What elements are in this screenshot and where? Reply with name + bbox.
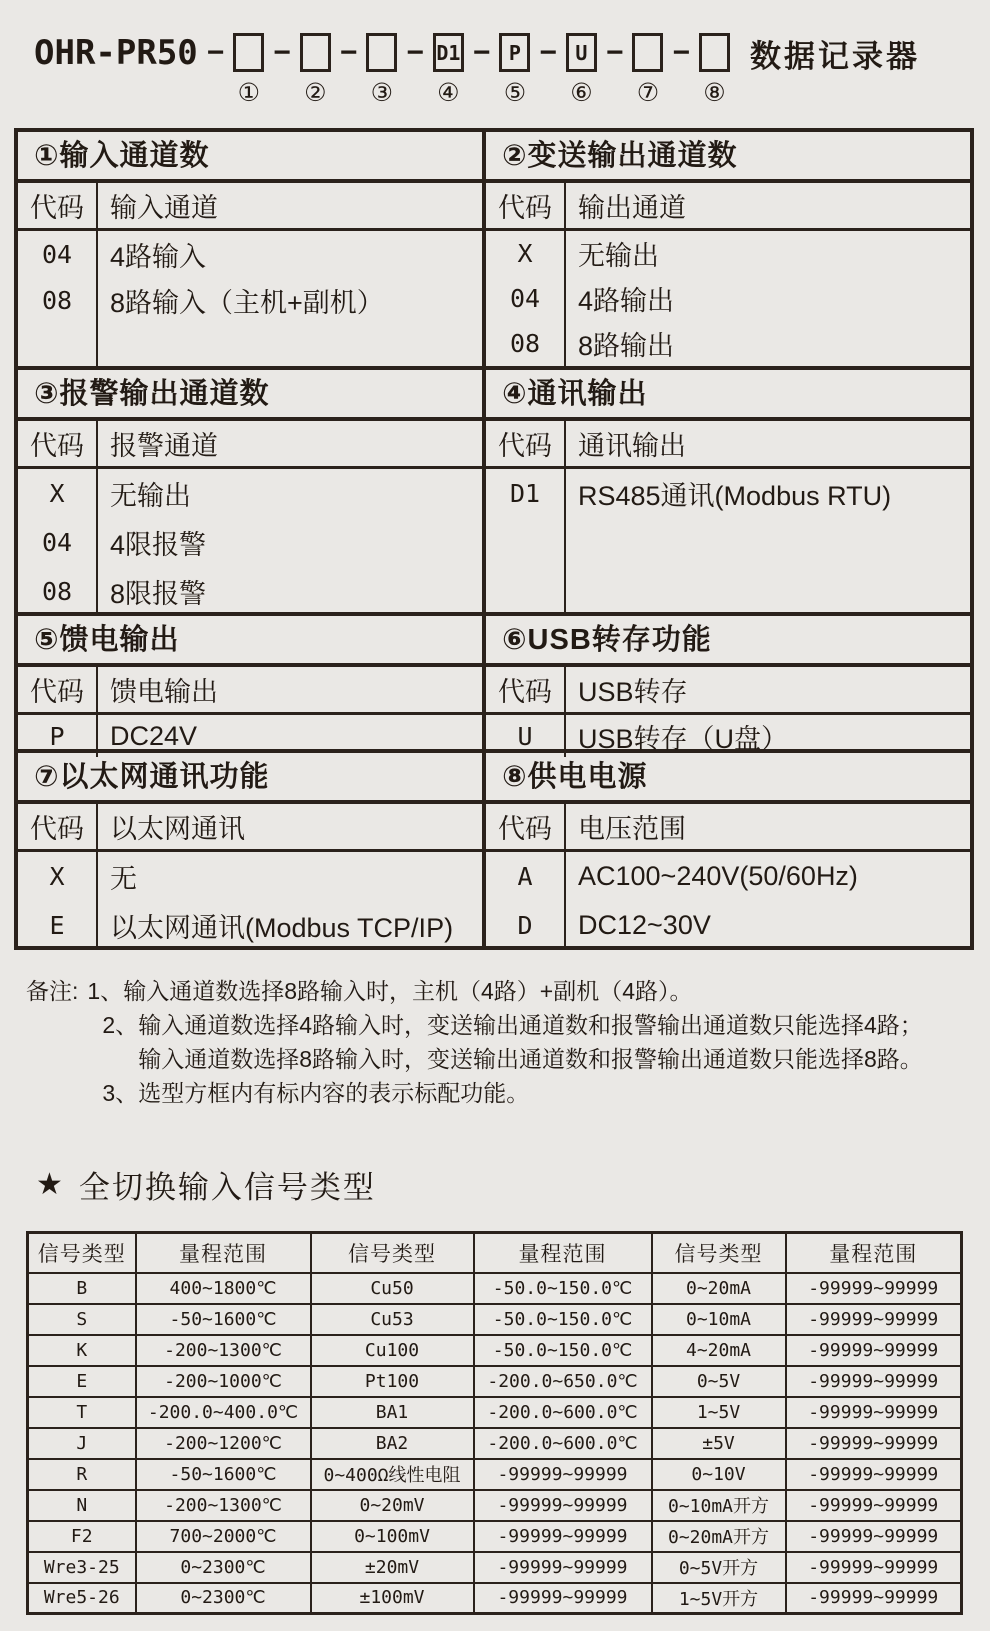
desc-column-header: 通讯输出 (578, 431, 686, 461)
note-item (102, 1008, 922, 1076)
desc-column-header: 馈电输出 (110, 677, 218, 707)
signal-cell: ±100mV (311, 1583, 474, 1614)
signal-cell: BA1 (311, 1397, 474, 1428)
model-slot-box (366, 33, 397, 72)
notes-label: 备注: (26, 978, 79, 1004)
desc-cell: 以太网通讯(Modbus TCP/IP) (110, 913, 454, 943)
signal-row (28, 1335, 962, 1366)
desc-cell: 无输出 (110, 481, 191, 511)
code-column-header: 代码 (486, 183, 566, 228)
code-cell: P (49, 721, 65, 751)
desc-cell: 8路输出 (578, 331, 675, 361)
signal-column-header: 信号类型 (652, 1233, 786, 1273)
desc-cell: 4路输出 (578, 286, 675, 316)
signal-cell: -50.0~150.0℃ (474, 1335, 652, 1366)
model-slot (566, 30, 597, 106)
signal-cell: -99999~99999 (786, 1304, 962, 1335)
signal-row (28, 1273, 962, 1304)
code-cell: 04 (41, 528, 73, 557)
signal-cell: 4~20mA (652, 1335, 786, 1366)
signal-row (28, 1366, 962, 1397)
dash-separator: − (605, 36, 624, 69)
desc-cell: 4路输入 (110, 241, 207, 272)
signal-cell: 0~10mA (652, 1304, 786, 1335)
signal-cell: Pt100 (311, 1366, 474, 1397)
signal-column-header: 信号类型 (28, 1233, 136, 1273)
code-cell: 04 (509, 284, 541, 313)
signal-cell: -99999~99999 (786, 1490, 962, 1521)
product-name: 数据记录器 (750, 38, 921, 74)
desc-cell: AC100~240V(50/60Hz) (578, 861, 858, 891)
section-transmit-output (482, 132, 970, 366)
signal-title-text: 全切换输入信号类型 (78, 1170, 376, 1205)
note-number: 2、 (102, 1012, 139, 1038)
note-line: 输入通道数选择8路输入时，主机（4路）+副机（4路）。 (123, 978, 693, 1004)
signal-cell: 1~5V开方 (652, 1583, 786, 1614)
signal-cell: -99999~99999 (786, 1521, 962, 1552)
model-slot (632, 30, 663, 106)
notes-body (87, 974, 922, 1110)
signal-cell: S (28, 1304, 136, 1335)
note-number: 1、 (87, 978, 124, 1004)
signal-cell: -50~1600℃ (136, 1459, 311, 1490)
signal-cell: -50~1600℃ (136, 1304, 311, 1335)
desc-cells (566, 469, 970, 616)
signal-cell: -200~1300℃ (136, 1490, 311, 1521)
slot-number: ④ (437, 79, 460, 107)
signal-cell: -99999~99999 (786, 1428, 962, 1459)
signal-row (28, 1428, 962, 1459)
code-cell: D (517, 911, 533, 940)
model-slot (499, 30, 530, 106)
signal-cell: -50.0~150.0℃ (474, 1304, 652, 1335)
slot-number: ③ (370, 79, 394, 107)
code-column-header: 代码 (486, 804, 566, 849)
note-line: 输入通道数选择4路输入时，变送输出通道数和报警输出通道数只能选择4路； (138, 1012, 923, 1038)
code-cells (486, 852, 566, 950)
model-slot-box: D1 (433, 33, 464, 72)
signal-cell: R (28, 1459, 136, 1490)
signal-cell: T (28, 1397, 136, 1428)
signal-cell: -200.0~650.0℃ (474, 1366, 652, 1397)
model-slot-box (300, 33, 331, 72)
signal-cell: -200~1300℃ (136, 1335, 311, 1366)
signal-cell: B (28, 1273, 136, 1304)
signal-cell: -99999~99999 (474, 1552, 652, 1583)
code-cell: 08 (41, 577, 73, 606)
code-cells (486, 231, 566, 366)
desc-cells (98, 231, 482, 366)
signal-cell: F2 (28, 1521, 136, 1552)
desc-cells (566, 852, 970, 950)
model-prefix: OHR-PR50 (34, 33, 198, 73)
signal-row (28, 1583, 962, 1614)
slot-number: ② (304, 79, 327, 107)
slot-number: ⑥ (570, 79, 593, 107)
signal-cell: 0~2300℃ (136, 1583, 311, 1614)
signal-header-row (28, 1233, 962, 1273)
signal-cell: 0~5V开方 (652, 1552, 786, 1583)
signal-cell: K (28, 1335, 136, 1366)
section-power-feed (18, 616, 482, 757)
notes (26, 974, 990, 1110)
section-title: ②变送输出通道数 (486, 132, 970, 183)
signal-cell: -50.0~150.0℃ (474, 1273, 652, 1304)
code-cell: U (517, 721, 533, 751)
signal-cell: J (28, 1428, 136, 1459)
code-cells (18, 852, 98, 950)
signal-cell: 0~400Ω线性电阻 (311, 1459, 474, 1490)
code-cell: E (49, 911, 65, 940)
model-slot-box (699, 33, 730, 72)
signal-cell: 0~10V (652, 1459, 786, 1490)
code-column-header: 代码 (486, 421, 566, 466)
signal-cell: ±5V (652, 1428, 786, 1459)
signal-column-header: 量程范围 (136, 1233, 311, 1273)
model-slot-box: U (566, 33, 597, 72)
signal-cell: Cu50 (311, 1273, 474, 1304)
signal-cell: 0~100mV (311, 1521, 474, 1552)
signal-cell: Cu53 (311, 1304, 474, 1335)
signal-cell: E (28, 1366, 136, 1397)
signal-cell: -99999~99999 (474, 1521, 652, 1552)
signal-cell: 700~2000℃ (136, 1521, 311, 1552)
desc-cell: 无 (110, 864, 137, 894)
model-slot (300, 30, 331, 106)
model-slot-box (632, 33, 663, 72)
signal-cell: -99999~99999 (786, 1366, 962, 1397)
signal-row (28, 1521, 962, 1552)
signal-cell: -200.0~400.0℃ (136, 1397, 311, 1428)
signal-cell: -200.0~600.0℃ (474, 1397, 652, 1428)
desc-cell: 4限报警 (110, 530, 207, 560)
desc-cell: 8路输入（主机+副机） (110, 287, 384, 318)
code-cells (486, 715, 566, 757)
section-input-channels (18, 132, 482, 366)
dash-separator: − (273, 36, 291, 69)
desc-column-header: 输出通道 (578, 193, 686, 223)
section-ethernet (18, 753, 482, 950)
signal-cell: N (28, 1490, 136, 1521)
dash-separator: − (472, 36, 491, 69)
code-cells (18, 231, 98, 366)
signal-cell: 400~1800℃ (136, 1273, 311, 1304)
section-comm-output (482, 370, 970, 616)
code-cell: X (49, 862, 65, 891)
section-title: ⑤馈电输出 (18, 616, 482, 667)
code-cell: D1 (509, 479, 541, 508)
section-title: ⑧供电电源 (486, 753, 970, 804)
desc-column-header: 报警通道 (110, 431, 218, 461)
signal-cell: -99999~99999 (786, 1397, 962, 1428)
dash-separator: − (206, 36, 225, 69)
signal-cell: 0~20mA (652, 1273, 786, 1304)
desc-column-header: USB转存 (578, 677, 688, 707)
signal-row (28, 1459, 962, 1490)
dash-separator: − (406, 36, 424, 69)
signal-cell: 0~20mA开方 (652, 1521, 786, 1552)
signal-cell: 1~5V (652, 1397, 786, 1428)
section-usb-function (482, 616, 970, 757)
section-title: ⑦以太网通讯功能 (18, 753, 482, 804)
signal-column-header: 量程范围 (474, 1233, 652, 1273)
signal-cell: -99999~99999 (474, 1459, 652, 1490)
code-column-header: 代码 (18, 183, 98, 228)
code-cell: 08 (41, 285, 73, 315)
desc-cell: DC24V (110, 720, 198, 751)
signal-row (28, 1552, 962, 1583)
model-slot-box (233, 33, 264, 72)
desc-cell: 8限报警 (110, 579, 207, 609)
desc-cell: DC12~30V (578, 910, 711, 940)
note-item (87, 974, 922, 1008)
signal-cell: -200~1000℃ (136, 1366, 311, 1397)
signal-cell: -200~1200℃ (136, 1428, 311, 1459)
note-item (102, 1076, 922, 1110)
code-cells (486, 469, 566, 616)
note-line: 选型方框内有标内容的表示标配功能。 (138, 1080, 530, 1106)
model-code-diagram (34, 30, 990, 106)
signal-cell: -99999~99999 (786, 1273, 962, 1304)
dash-separator: − (672, 36, 691, 69)
signal-cell: Wre3-25 (28, 1552, 136, 1583)
signal-cell: -200.0~600.0℃ (474, 1428, 652, 1459)
code-column-header: 代码 (18, 804, 98, 849)
signal-cell: 0~5V (652, 1366, 786, 1397)
desc-column-header: 输入通道 (110, 193, 218, 223)
note-lines (123, 974, 692, 1008)
desc-cells (566, 231, 970, 366)
code-cells (18, 469, 98, 616)
signal-row (28, 1397, 962, 1428)
section-title: ④通讯输出 (486, 370, 970, 421)
desc-column-header: 电压范围 (578, 814, 686, 844)
note-lines (138, 1076, 529, 1110)
signal-column-header: 信号类型 (311, 1233, 474, 1273)
section-power-supply (482, 753, 970, 950)
desc-cell: USB转存（U盘） (578, 723, 789, 754)
section-title: ①输入通道数 (18, 132, 482, 183)
desc-cells (98, 715, 482, 757)
signal-cell: -99999~99999 (786, 1552, 962, 1583)
code-cells (18, 715, 98, 757)
signal-cell: -99999~99999 (474, 1583, 652, 1614)
signal-cell: 0~2300℃ (136, 1552, 311, 1583)
signal-section-title (36, 1162, 990, 1207)
section-title: ③报警输出通道数 (18, 370, 482, 421)
signal-cell: Wre5-26 (28, 1583, 136, 1614)
signal-cell: -99999~99999 (786, 1583, 962, 1614)
star-icon: ★ (36, 1168, 63, 1201)
model-slot (699, 30, 730, 106)
desc-cell: RS485通讯(Modbus RTU) (578, 481, 892, 511)
note-lines (138, 1008, 923, 1076)
signal-cell: ±20mV (311, 1552, 474, 1583)
signal-type-table (26, 1231, 963, 1615)
signal-cell: -99999~99999 (786, 1459, 962, 1490)
model-slot-box: P (499, 33, 530, 72)
slot-number: ⑦ (636, 79, 660, 107)
slot-number: ① (237, 79, 260, 107)
signal-row (28, 1304, 962, 1335)
model-slots (198, 30, 730, 106)
desc-cell: 无输出 (578, 241, 659, 271)
slot-number: ⑤ (503, 79, 527, 107)
code-cell: 04 (41, 239, 73, 269)
code-column-header: 代码 (18, 421, 98, 466)
code-cell: X (49, 479, 65, 508)
code-column-header: 代码 (486, 667, 566, 712)
code-cell: X (517, 239, 533, 268)
desc-cells (98, 469, 482, 616)
signal-cell: Cu100 (311, 1335, 474, 1366)
section-title: ⑥USB转存功能 (486, 616, 970, 667)
signal-cell: -99999~99999 (474, 1490, 652, 1521)
desc-cells (566, 715, 970, 757)
section-alarm-output (18, 370, 482, 616)
code-column-header: 代码 (18, 667, 98, 712)
dash-separator: − (339, 36, 358, 69)
note-number: 3、 (102, 1080, 139, 1106)
note-line: 输入通道数选择8路输入时，变送输出通道数和报警输出通道数只能选择8路。 (138, 1046, 923, 1072)
code-cell: A (517, 862, 533, 891)
signal-column-header: 量程范围 (786, 1233, 962, 1273)
signal-cell: -99999~99999 (786, 1335, 962, 1366)
code-cell: 08 (509, 329, 541, 358)
desc-column-header: 以太网通讯 (110, 814, 245, 844)
desc-cells (98, 852, 482, 950)
model-slot (433, 30, 464, 106)
signal-cell: BA2 (311, 1428, 474, 1459)
selection-table (14, 128, 974, 950)
model-slot (366, 30, 397, 106)
signal-row (28, 1490, 962, 1521)
signal-cell: 0~20mV (311, 1490, 474, 1521)
signal-cell: 0~10mA开方 (652, 1490, 786, 1521)
slot-number: ⑧ (703, 79, 726, 107)
dash-separator: − (539, 36, 557, 69)
model-slot (233, 30, 264, 106)
